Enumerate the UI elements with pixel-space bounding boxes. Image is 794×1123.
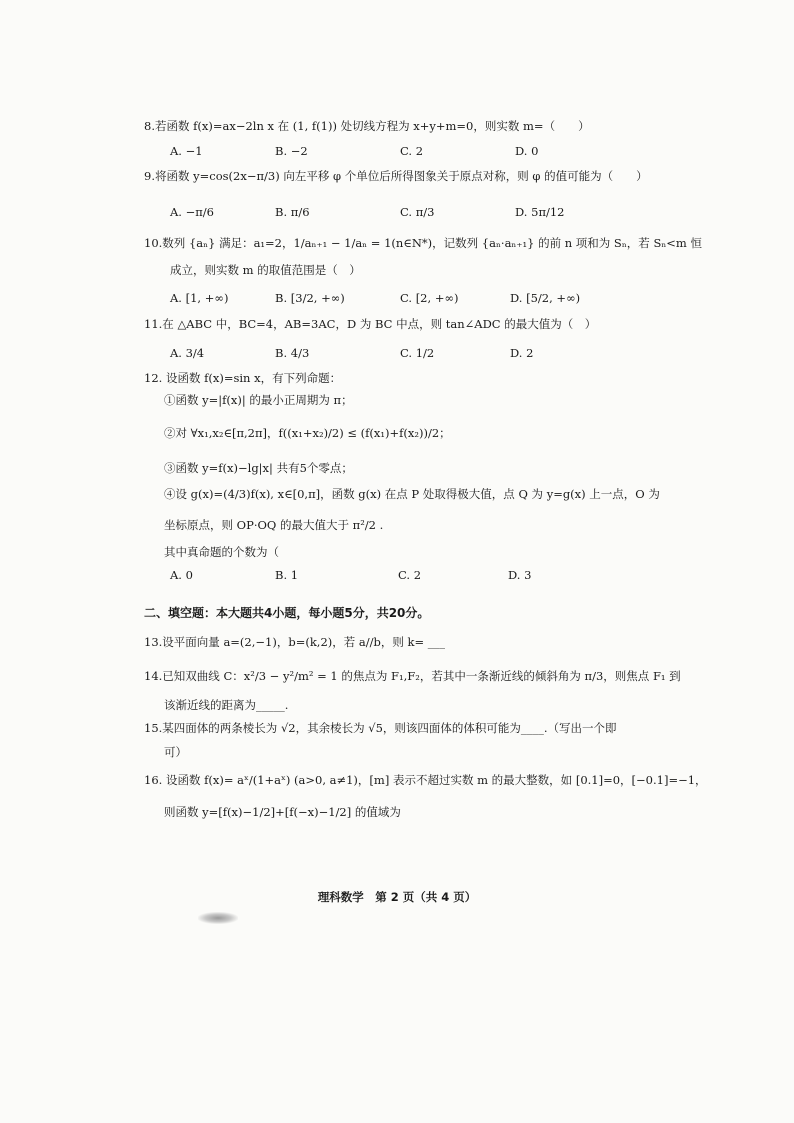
q12-option-d: D. 3 [508, 568, 532, 582]
q12-item-4-cont: 坐标原点，则 OP·OQ 的最大值大于 π²/2 . [164, 518, 384, 532]
q9-option-a: A. −π/6 [170, 205, 215, 219]
q12-item-4: ④设 g(x)=(4/3)f(x), x∈[0,π]，函数 g(x) 在点 P 处取得极大值，点 Q 为 y=g(x) 上一点，O 为 [164, 487, 660, 501]
question-9-stem: 9.将函数 y=cos(2x−π/3) 向左平移 φ 个单位后所得图象关于原点对称，则 φ 的值可能为（ ） [144, 169, 648, 183]
question-15: 15.某四面体的两条棱长为 √2，其余棱长为 √5，则该四面体的体积可能为____.（写出一个即 [144, 721, 617, 735]
question-14: 14.已知双曲线 C：x²/3 − y²/m² = 1 的焦点为 F₁,F₂，若其中一条渐近线的倾斜角为 π/3，则焦点 F₁ 到 [144, 669, 681, 683]
q11-option-c: C. 1/2 [400, 346, 435, 360]
q10-option-d: D. [5/2, +∞) [510, 291, 581, 305]
section-2-title: 二、填空题：本大题共4小题，每小题5分，共20分。 [144, 606, 430, 620]
q12-item-1: ①函数 y=|f(x)| 的最小正周期为 π； [164, 393, 353, 407]
q11-option-d: D. 2 [510, 346, 534, 360]
q10-option-c: C. [2, +∞) [400, 291, 459, 305]
q9-option-d: D. 5π/12 [515, 205, 565, 219]
question-16: 16. 设函数 f(x)= aˣ/(1+aˣ) (a>0, a≠1)，[m] 表示不超过实数 m 的最大整数，如 [0.1]=0，[−0.1]=−1， [144, 773, 707, 787]
q12-tail: 其中真命题的个数为（ [164, 545, 279, 559]
question-10-stem-cont: 成立，则实数 m 的取值范围是（ ） [170, 263, 361, 277]
question-13: 13.设平面向量 a=(2,−1)，b=(k,2)，若 a//b，则 k= ___ [144, 635, 446, 649]
q9-option-c: C. π/3 [400, 205, 435, 219]
scan-smudge [198, 912, 238, 924]
question-15-cont: 可） [164, 745, 187, 759]
question-8-stem: 8.若函数 f(x)=ax−2ln x 在 (1, f(1)) 处切线方程为 x+y+m=0，则实数 m=（ ） [144, 119, 590, 133]
page-footer: 理科数学 第 2 页（共 4 页） [317, 890, 477, 904]
q12-option-a: A. 0 [170, 568, 193, 582]
q12-item-2: ②对 ∀x₁,x₂∈[π,2π]，f((x₁+x₂)/2) ≤ (f(x₁)+f(x₂))/2； [164, 426, 451, 440]
q10-option-b: B. [3/2, +∞) [275, 291, 345, 305]
q8-option-d: D. 0 [515, 144, 539, 158]
q12-option-c: C. 2 [398, 568, 422, 582]
q12-item-3: ③函数 y=f(x)−lg|x| 共有5个零点； [164, 461, 353, 475]
q8-option-b: B. −2 [275, 144, 308, 158]
question-12-stem: 12. 设函数 f(x)=sin x，有下列命题： [144, 371, 342, 385]
question-16-cont: 则函数 y=[f(x)−1/2]+[f(−x)−1/2] 的值域为 [164, 805, 401, 819]
question-10-stem: 10.数列 {aₙ} 满足：a₁=2，1/aₙ₊₁ − 1/aₙ = 1(n∈N*)，记数列 {aₙ·aₙ₊₁} 的前 n 项和为 Sₙ，若 Sₙ<m 恒 [144, 236, 702, 250]
q11-option-b: B. 4/3 [275, 346, 310, 360]
q9-option-b: B. π/6 [275, 205, 310, 219]
question-11-stem: 11.在 △ABC 中，BC=4，AB=3AC，D 为 BC 中点，则 tan∠ADC 的最大值为（ ） [144, 317, 597, 331]
q12-option-b: B. 1 [275, 568, 299, 582]
q8-option-a: A. −1 [170, 144, 203, 158]
q11-option-a: A. 3/4 [170, 346, 205, 360]
question-14-cont: 该渐近线的距离为_____. [164, 698, 289, 712]
q10-option-a: A. [1, +∞) [170, 291, 229, 305]
q8-option-c: C. 2 [400, 144, 424, 158]
